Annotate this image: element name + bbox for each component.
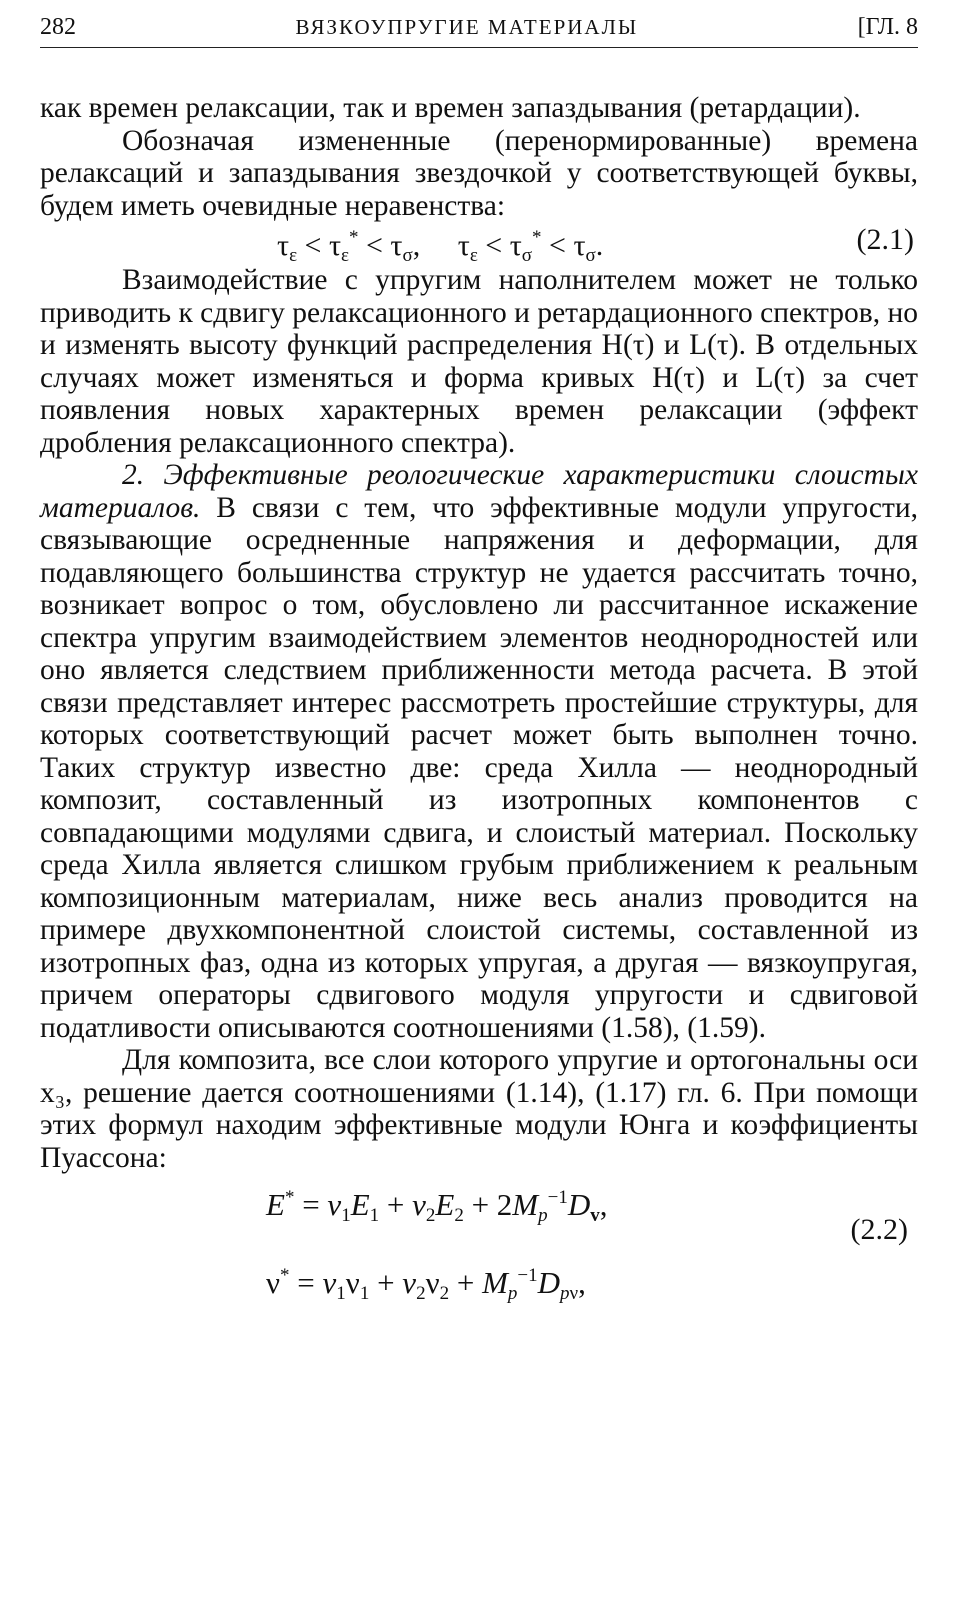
page-body [40,92,918,1324]
paragraph-section-2 [40,459,918,1044]
running-title: ВЯЗКОУПРУГИЕ МАТЕРИАЛЫ [295,15,639,39]
paragraph-notation: Обозначая измененные (перенормированные) времена релаксаций и запаздывания звездочкой у соответствующей буквы, будем иметь очевидные неравенства: [40,124,918,222]
formula-2-1 [40,222,918,264]
formula-2-2-number: (2.2) [850,1213,908,1246]
formula-2-2-young-modulus: $E^* = v_1E_1 + v_2E_2 + 2M_p^{-1}D_v$, [266,1187,608,1226]
formula-2-1-expression: $\tau_\varepsilon < \tau_\varepsilon^* < \tau_\sigma$, $\tau_\varepsilon < \tau_\sigma^* < \tau_\sigma$. [277,227,604,266]
paragraph-interaction: Взаимодействие с упругим наполнителем может не только приводить к сдвигу релаксационного и ретардационного спектров, но и изменять высоту функций распределения H(τ) и L(τ). В отдельных случаях может изменяться и форма кривых H(τ) и L(τ) за счет появления новых характерных времен релаксации (эффект дробления релаксационного спектра). [40,264,918,459]
chapter-label: [ГЛ. 8 [857,14,918,40]
book-page [40,14,918,1324]
formula-2-2 [40,1182,918,1324]
page-number: 282 [40,14,76,40]
formula-2-2-poisson-ratio: $\nu^* = v_1\nu_1 + v_2\nu_2 + M_p^{-1}D_{p\nu}$, [266,1265,586,1304]
formula-2-1-number: (2.1) [856,223,914,256]
section-2-heading: 2. Эффективные реологические характеристики слоистых материалов. [40,459,918,524]
running-header [40,14,918,48]
paragraph-continuation: как времен релаксации, так и времен запаздывания (ретардации). [40,92,861,124]
section-2-body: В связи с тем, что эффективные модули упругости, связывающие осредненные напряжения и деформации, для подавляющего большинства структур не удается рассчитать точно, возникает вопрос о том, обусловлено ли рассчитанное искажение спектра упругим взаимодействием элементов неоднородностей или оно является следствием приближенности метода расчета. В этой связи представляет интерес рассмотреть простейшие структуры, для которых соответствующий расчет может быть выполнен точно. Таких структур известно две: среда Хилла — неоднородный композит, составленный из изотропных компонентов с совпадающими модулями сдвига, и слоистый материал. Поскольку среда Хилла является слишком грубым приближением к реальным композиционным материалам, ниже весь анализ проводится на примере двухкомпонентной слоистой системы, составленной из изотропных фаз, одна из которых упругая, а другая — вязкоупругая, причем операторы сдвигового модуля упругости и сдвиговой податливости описываются соотношениями (1.58), (1.59). [40,491,918,1044]
paragraph-composite: Для композита, все слои которого упругие и ортогональны оси x₃, решение дается соотношениями (1.14), (1.17) гл. 6. При помощи этих формул находим эффективные модули Юнга и коэффициенты Пуассона: [40,1044,918,1174]
